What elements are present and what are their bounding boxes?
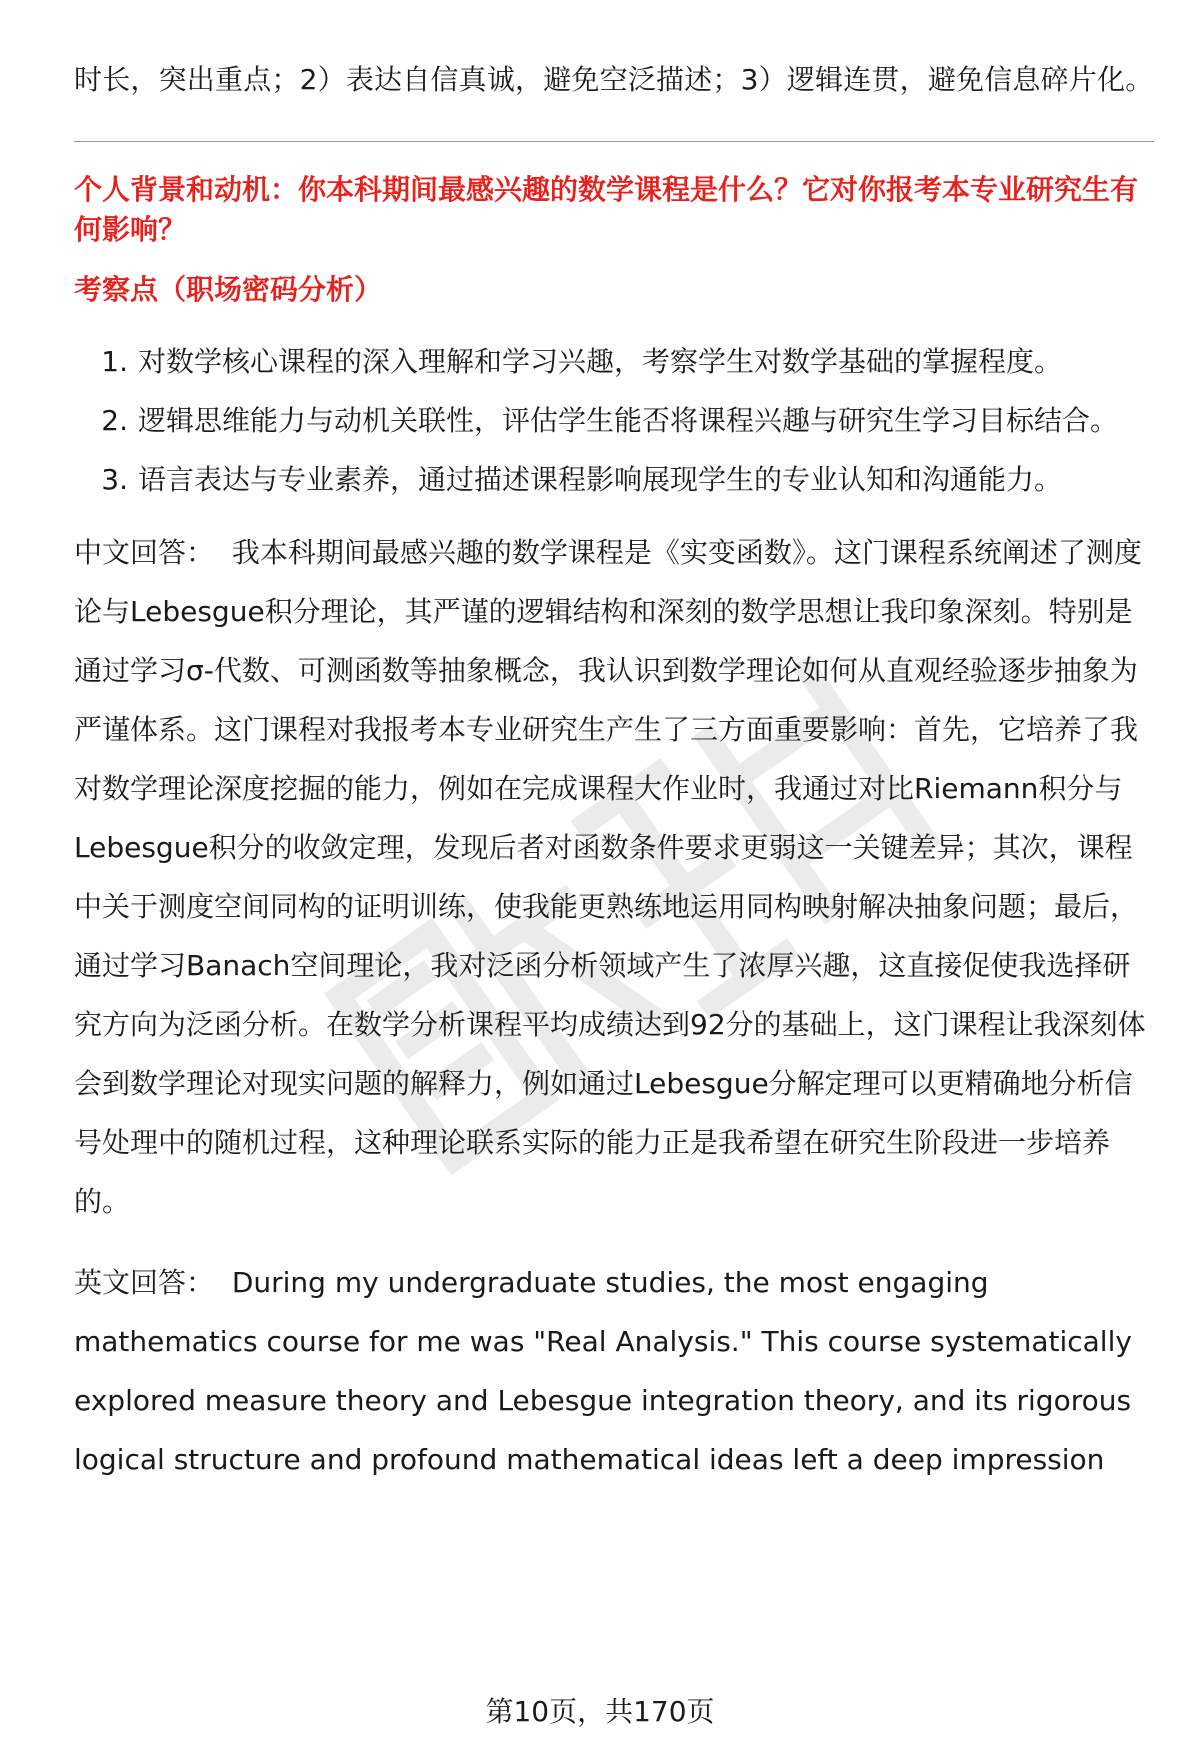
list-item [74, 391, 1154, 450]
list-item-number: 1. [101, 345, 128, 378]
answer-chinese-text: 我本科期间最感兴趣的数学课程是《实变函数》。这门课程系统阐述了测度论与Lebesgue积分理论，其严谨的逻辑结构和深刻的数学思想让我印象深刻。特别是通过学习σ-代数、可测函数等抽象概念，我认识到数学理论如何从直观经验逐步抽象为严谨体系。这门课程对我报考本专业研究生产生了三方面重要影响：首先，它培养了我对数学理论深度挖掘的能力，例如在完成课程大作业时，我通过对比Riemann积分与Lebesgue积分的收敛定理，发现后者对函数条件要求更弱这一关键差异；其次，课程中关于测度空间同构的证明训练，使我能更熟练地运用同构映射解决抽象问题；最后，通过学习Banach空间理论，我对泛函分析领域产生了浓厚兴趣，这直接促使我选择研究方向为泛函分析。在数学分析课程平均成绩达到92分的基础上，这门课程让我深刻体会到数学理论对现实问题的解释力，例如通过Lebesgue分解定理可以更精确地分析信号处理中的随机过程，这种理论联系实际的能力正是我希望在研究生阶段进一步培养的。 [74, 536, 1146, 1218]
list-item [74, 450, 1154, 509]
analysis-points-list [74, 332, 1154, 509]
answer-english-text: During my undergraduate studies, the most engaging mathematics course for me was "Real Analysis." This course systematically explored measure theory and Lebesgue integration theory, and its rigorous logical structure and profound mathematical ideas left a deep impression [74, 1266, 1132, 1476]
analysis-heading: 考察点（职场密码分析） [74, 273, 383, 306]
content-area [74, 50, 1154, 1489]
answer-chinese [74, 523, 1154, 1231]
list-item [74, 332, 1154, 391]
intro-tail-paragraph: 时长，突出重点；2）表达自信真诚，避免空泛描述；3）逻辑连贯，避免信息碎片化。 [74, 63, 1154, 96]
list-item-text: 对数学核心课程的深入理解和学习兴趣，考察学生对数学基础的掌握程度。 [138, 345, 1063, 378]
page-number-footer: 第10页，共170页 [485, 1695, 715, 1728]
list-item-number: 3. [101, 463, 128, 496]
list-item-text: 逻辑思维能力与动机关联性，评估学生能否将课程兴趣与研究生学习目标结合。 [138, 404, 1119, 437]
list-item-text: 语言表达与专业素养，通过描述课程影响展现学生的专业认知和沟通能力。 [138, 463, 1063, 496]
section-divider [74, 141, 1154, 142]
list-item-number: 2. [101, 404, 128, 437]
answer-english-label: 英文回答： [74, 1266, 215, 1299]
answer-chinese-label: 中文回答： [74, 536, 215, 569]
question-heading: 个人背景和动机：你本科期间最感兴趣的数学课程是什么？它对你报考本专业研究生有何影响？ [74, 173, 1139, 246]
answer-english [74, 1253, 1154, 1489]
